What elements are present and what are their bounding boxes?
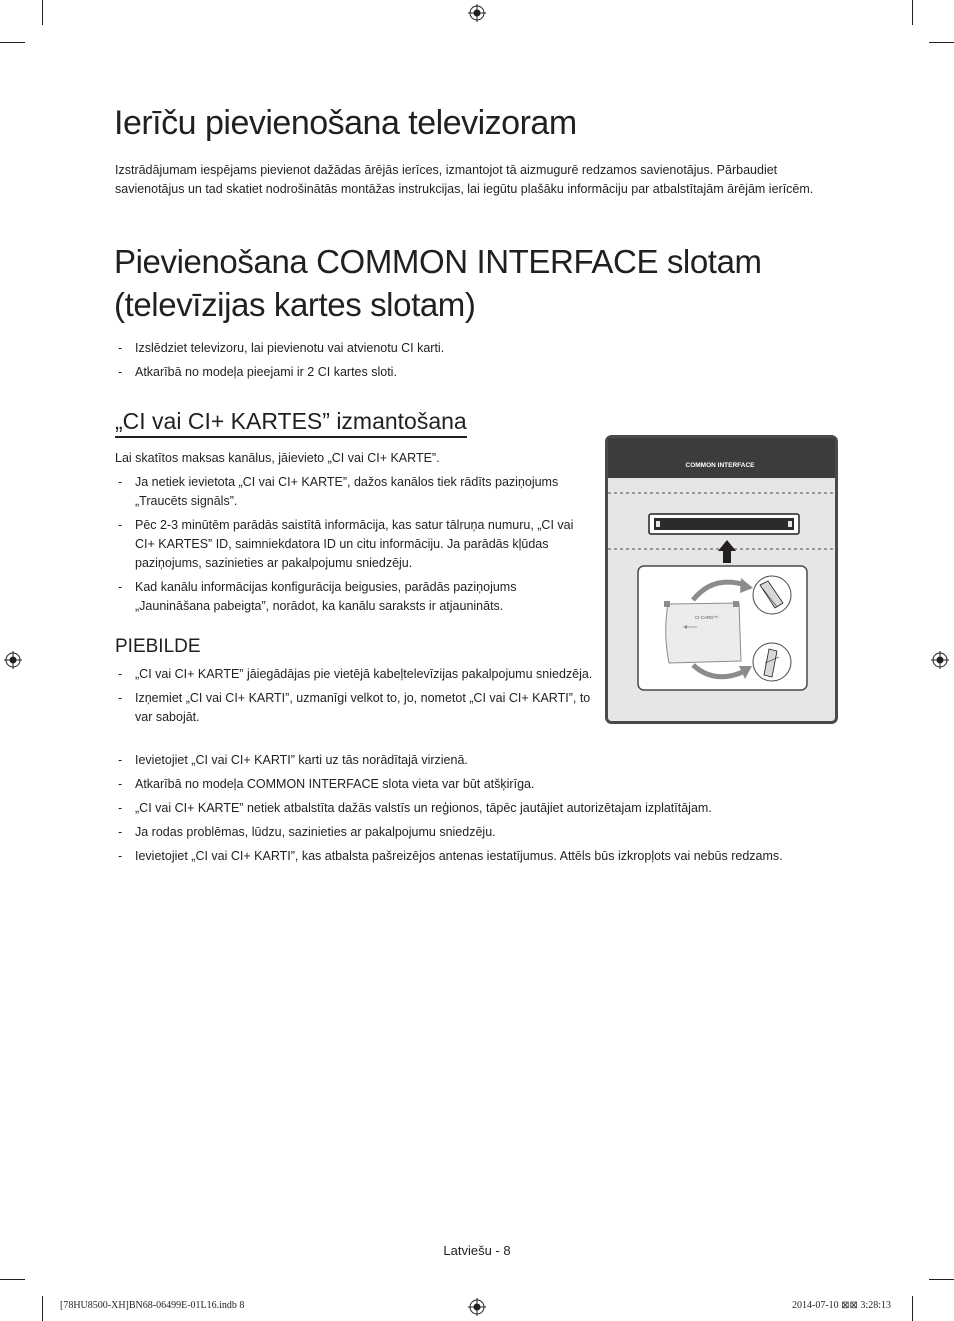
crop-mark bbox=[0, 1279, 25, 1280]
card-label: CI CARD™ bbox=[695, 615, 719, 620]
crop-mark bbox=[912, 0, 913, 25]
crop-mark bbox=[929, 1279, 954, 1280]
subsection-title: „CI vai CI+ KARTES” izmantošana bbox=[115, 408, 467, 438]
list-item: - „CI vai CI+ KARTE” netiek atbalstīta dažās valstīs un reģionos, tāpēc jautājiet autorizētajam izplatītājam. bbox=[115, 799, 840, 818]
registration-mark-icon bbox=[4, 651, 22, 669]
registration-mark-icon bbox=[468, 4, 486, 22]
ci-slot bbox=[649, 514, 799, 534]
crop-mark bbox=[0, 42, 25, 43]
crop-mark bbox=[42, 0, 43, 25]
list-item: - Izslēdziet televizoru, lai pievienotu vai atvienotu CI karti. bbox=[115, 339, 835, 358]
list-item: - Ievietojiet „CI vai CI+ KARTI”, kas atbalsta pašreizējos antenas iestatījumus. Attēls būs izkropļots vai nebūs redzams. bbox=[115, 847, 840, 866]
list-item: - „CI vai CI+ KARTE” jāiegādājas pie vietējā kabeļtelevīzijas pakalpojumu sniedzēja. bbox=[115, 665, 595, 684]
section-title-line1: Pievienošana COMMON INTERFACE slotam bbox=[114, 243, 762, 280]
imprint-right: 2014-07-10 ⊠⊠ 3:28:13 bbox=[792, 1300, 891, 1311]
note-list-wide bbox=[115, 751, 840, 871]
section-title-line2: (televīzijas kartes slotam) bbox=[114, 286, 476, 323]
imprint-left: [78HU8500-XH]BN68-06499E-01L16.indb 8 bbox=[60, 1300, 245, 1311]
subsection-lead: Lai skatītos maksas kanālus, jāievieto „CI vai CI+ KARTE”. bbox=[115, 451, 440, 465]
crop-mark bbox=[42, 1296, 43, 1321]
page-footer: Latviešu - 8 bbox=[443, 1243, 511, 1258]
crop-mark bbox=[929, 42, 954, 43]
registration-mark-icon bbox=[931, 651, 949, 669]
list-item: - Ievietojiet „CI vai CI+ KARTI” karti uz tās norādītajā virzienā. bbox=[115, 751, 840, 770]
panel-header bbox=[608, 438, 835, 478]
section-list bbox=[115, 339, 835, 387]
list-item: - Pēc 2-3 minūtēm parādās saistītā informācija, kas satur tālruņa numuru, „CI vai CI+ KARTES” ID, saimniekdatora ID un citu informāciju. Ja parādās kļūdas paziņojums, sazinieties ar pakalpojumu sniedzēju. bbox=[115, 516, 590, 573]
note-title: PIEBILDE bbox=[115, 636, 201, 657]
crop-mark bbox=[912, 1296, 913, 1321]
note-list-narrow bbox=[115, 665, 595, 732]
list-item: - Atkarībā no modeļa COMMON INTERFACE slota vieta var būt atšķirīga. bbox=[115, 775, 840, 794]
ci-card-icon bbox=[664, 601, 741, 663]
ci-slot-illustration bbox=[605, 435, 838, 724]
intro-paragraph: Izstrādājumam iespējams pievienot dažādas ārējās ierīces, izmantojot tā aizmugurē redzamos savienotājus. Pārbaudiet savienotājus un tad skatiet nodrošinātās montāžas instrukcijas, lai iegūtu plašāku informāciju par atbalstītajām ārējām ierīcēm. bbox=[115, 163, 814, 196]
list-item: - Ja netiek ievietota „CI vai CI+ KARTE”, dažos kanālos tiek rādīts paziņojums „Traucēts signāls”. bbox=[115, 473, 590, 511]
card-edge-wrong-icon bbox=[753, 643, 791, 681]
list-item: - Atkarībā no modeļa pieejami ir 2 CI kartes sloti. bbox=[115, 363, 835, 382]
list-item: - Ja rodas problēmas, lūdzu, sazinieties ar pakalpojumu sniedzēju. bbox=[115, 823, 840, 842]
panel-label: COMMON INTERFACE bbox=[685, 462, 755, 469]
list-item: - Kad kanālu informācijas konfigurācija beigusies, parādās paziņojums „Jaunināšana pabeigta”, norādot, ka kanālu saraksts ir atjaunināts. bbox=[115, 578, 590, 616]
list-item: - Izņemiet „CI vai CI+ KARTI”, uzmanīgi velkot to, jo, nometot „CI vai CI+ KARTI”, to var sabojāt. bbox=[115, 689, 595, 727]
page-title: Ierīču pievienošana televizoram bbox=[114, 104, 577, 142]
subsection-list bbox=[115, 473, 590, 621]
card-edge-correct-icon bbox=[753, 576, 791, 614]
registration-mark-icon bbox=[468, 1298, 486, 1316]
